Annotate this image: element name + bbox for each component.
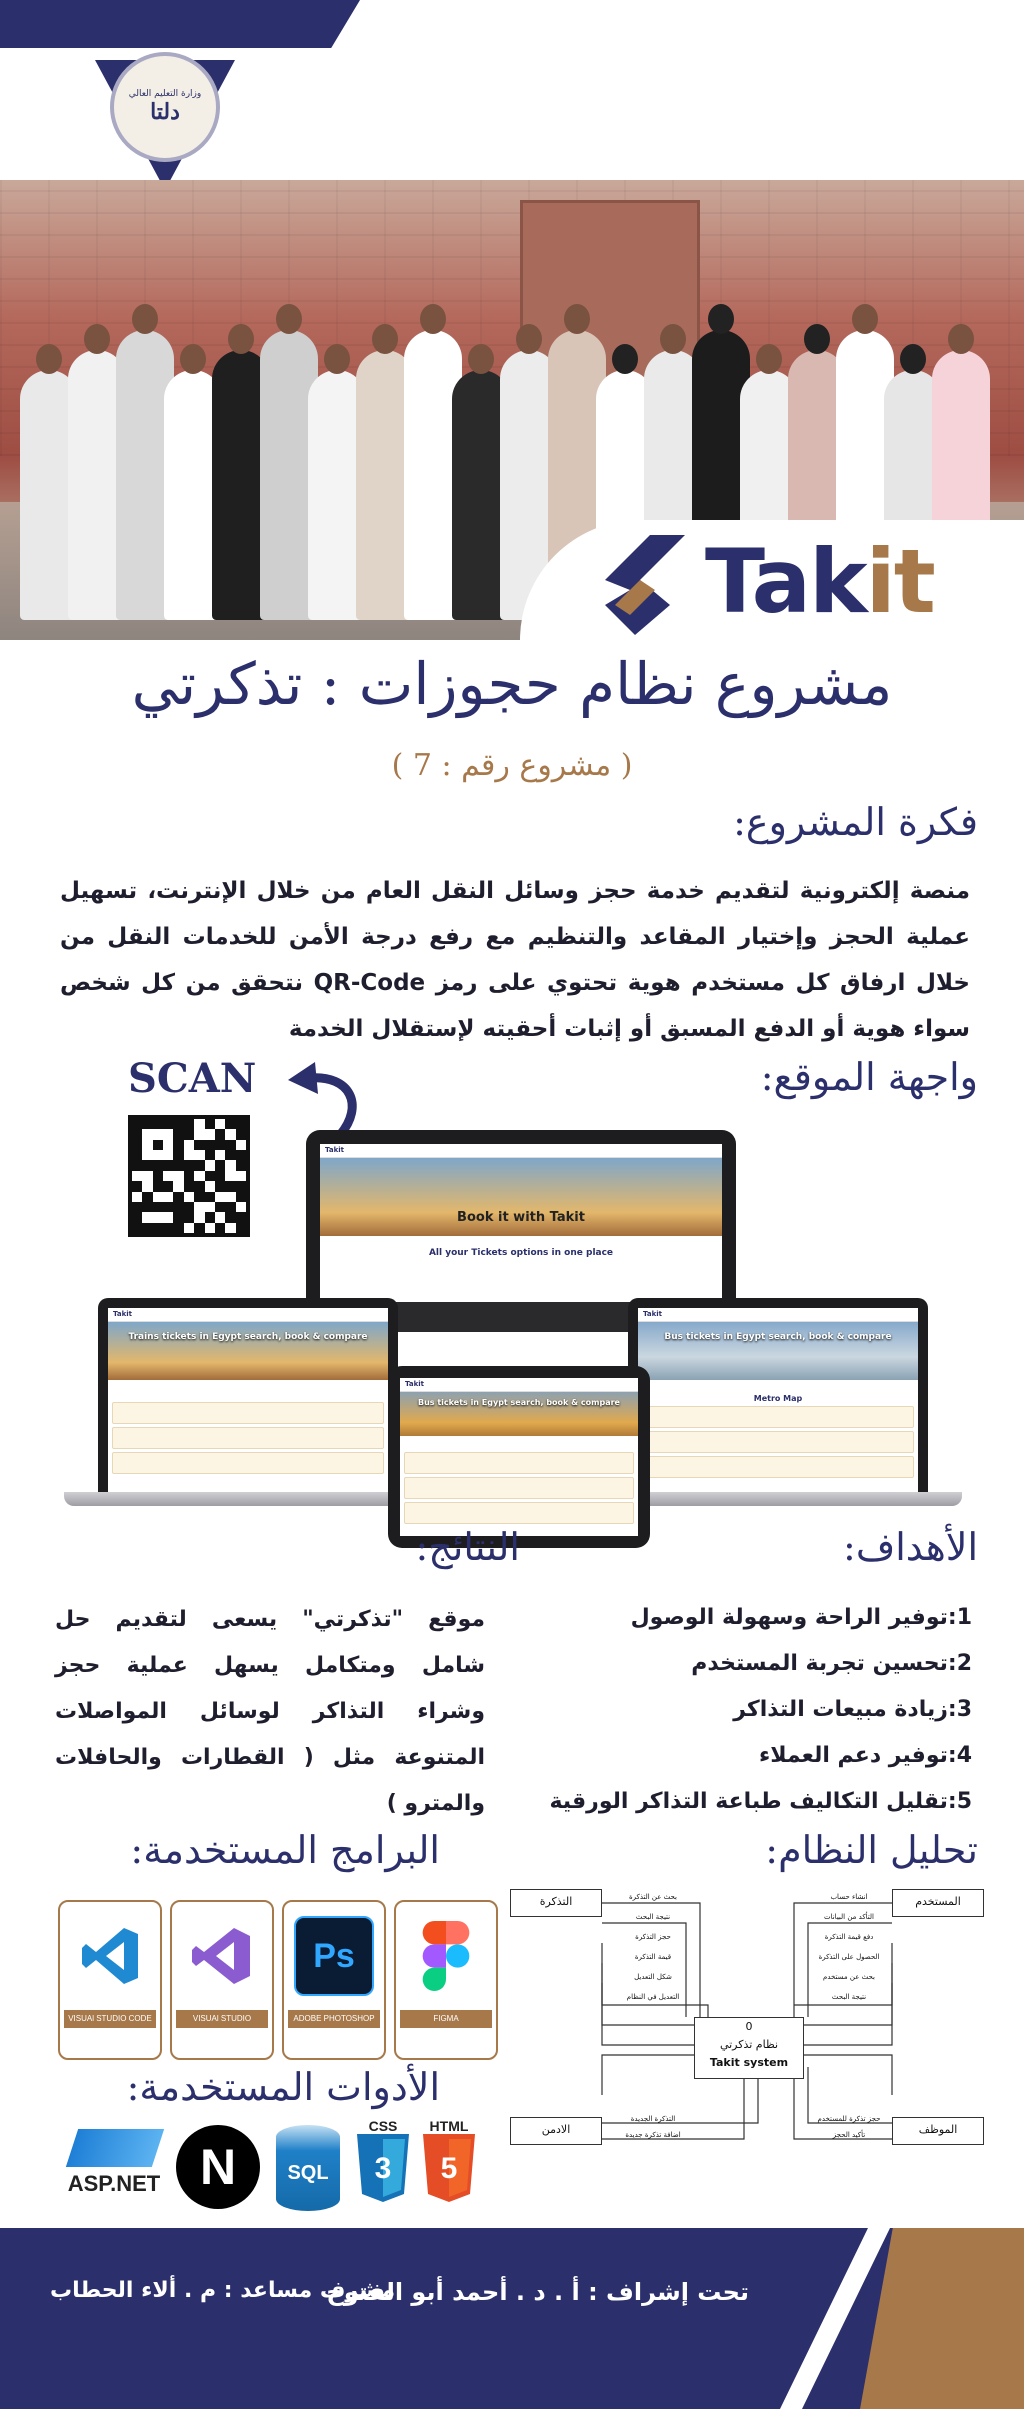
figma-icon xyxy=(406,1916,486,1996)
flow-label: حجز تذكرة للمستخدم xyxy=(817,2115,881,2123)
entity-employee: الموظف xyxy=(892,2117,984,2145)
sql-icon: SQL xyxy=(276,2125,340,2211)
program-card xyxy=(170,1900,274,2060)
context-diagram xyxy=(508,1885,986,2155)
brand-part2: it xyxy=(865,530,934,633)
tools-heading: الأدوات المستخدمة: xyxy=(126,2065,440,2109)
brand-wordmark xyxy=(705,530,934,633)
html5-icon: HTML 5 xyxy=(420,2118,478,2210)
program-label: ADOBE PHOTOSHOP xyxy=(288,2010,380,2028)
flow-label: بحث عن التذكرة xyxy=(628,1893,678,1901)
goal-item: 4:توفير دعم العملاء xyxy=(758,1743,972,1768)
assistant-supervisor: مشرف مساعد : م . ألاء الحطاب xyxy=(50,2278,396,2303)
qr-code[interactable] xyxy=(128,1115,250,1237)
goal-item: 1:توفير الراحة وسهولة الوصول xyxy=(630,1605,972,1630)
process-number: 0 xyxy=(745,2020,753,2033)
goal-item: 3:زيادة مبيعات التذاكر xyxy=(733,1697,972,1722)
photoshop-icon: Ps xyxy=(294,1916,374,1996)
results-heading: النتائج: xyxy=(415,1525,520,1569)
flow-label: التذكرة الجديدة xyxy=(630,2115,676,2123)
flow-label: انشاء حساب xyxy=(830,1893,868,1901)
supervisor: تحت إشراف : أ . د . أحمد أبو الفتوح xyxy=(326,2278,749,2306)
flow-label: اضافة تذكرة جديدة xyxy=(625,2131,681,2139)
program-label: FIGMA xyxy=(400,2010,492,2028)
program-card xyxy=(282,1900,386,2060)
site-heading: واجهة الموقع: xyxy=(760,1055,978,1099)
curved-arrow-icon xyxy=(270,1060,370,1140)
header-band xyxy=(0,0,360,48)
flow-label: التعديل في النظام xyxy=(626,1993,680,2001)
system-process xyxy=(694,2017,804,2079)
monitor-hero-title: Book it with Takit xyxy=(457,1210,585,1225)
system-heading: تحليل النظام: xyxy=(765,1828,978,1872)
program-label: VISUAl STUDIO xyxy=(176,2010,268,2028)
metro-map-label: Metro Map xyxy=(753,1394,803,1403)
institute-logo xyxy=(110,52,220,162)
program-card xyxy=(394,1900,498,2060)
program-label: VISUAl STUDIO CODE xyxy=(64,2010,156,2028)
flow-label: قيمة التذكرة xyxy=(634,1953,672,1961)
flow-label: شكل التعديل xyxy=(634,1973,672,1981)
monitor-hero xyxy=(320,1158,722,1236)
process-name-en: Takit system xyxy=(709,2056,789,2069)
results-text: موقع "تذكرتي" يسعى لتقديم حل شامل ومتكامل يسهل عملية حجز وشراء التذاكر لوسائل المواصلات المتنوعة مثل ( القطارات والحافلات والمترو ) xyxy=(55,1607,485,1816)
entity-ticket: التذكرة xyxy=(510,1889,602,1917)
monitor-screen xyxy=(320,1144,722,1302)
goal-item: 5:تقليل التكاليف طباعة التذاكر الورقية xyxy=(549,1789,972,1814)
tablet-hero: Bus tickets in Egypt search, book & compare xyxy=(418,1398,620,1407)
monitor-tagline: All your Tickets options in one place xyxy=(428,1248,614,1258)
flow-label: نتيجة البحث xyxy=(635,1913,671,1921)
nextjs-icon: N xyxy=(176,2125,260,2209)
laptop-left-hero: Trains tickets in Egypt search, book & compare xyxy=(128,1332,368,1342)
vscode-icon xyxy=(70,1916,150,1996)
programs-heading: البرامج المستخدمة: xyxy=(130,1828,440,1872)
idea-heading: فكرة المشروع: xyxy=(733,800,978,844)
flow-label: حجز التذكرة xyxy=(635,1933,671,1941)
page-title: مشروع نظام حجوزات : تذكرتي xyxy=(131,650,893,718)
logo-name: دلتا xyxy=(150,99,180,125)
flow-label: بحث عن مستخدم xyxy=(823,1973,875,1981)
laptop-right-screen: Takit Bus tickets in Egypt search, book & compare Metro Map xyxy=(638,1308,918,1492)
flow-label: التأكد من البيانات xyxy=(824,1913,874,1921)
flow-label: نتيجة البحث xyxy=(831,1993,867,2001)
visual-studio-icon xyxy=(182,1916,262,1996)
flow-label: تأكيد الحجز xyxy=(832,2131,866,2139)
laptop-right-hero: Bus tickets in Egypt search, book & compare xyxy=(664,1332,892,1342)
idea-text: منصة إلكترونية لتقديم خدمة حجز وسائل النقل العام من خلال الإنترنت، تسهيل عملية الحجز وإختيار المقاعد والتنظيم مع رفع درجة الأمن للخدمات النقل من خلال ارفاق كل مستخدم هوية تحتوي على رمز QR-Code نتحقق من كل شخص سواء هوية أو الدفع المسبق أو إثبات أحقيته لإستقلال الخدمة xyxy=(60,878,970,1042)
logo-ministry: وزارة التعليم العالي xyxy=(128,89,202,99)
entity-user: المستخدم xyxy=(892,1889,984,1917)
monitor-nav xyxy=(320,1144,722,1158)
svg-text:3: 3 xyxy=(374,2152,392,2185)
project-number: ( مشروع رقم : 7 ) xyxy=(391,748,633,783)
tablet-screen: Takit Bus tickets in Egypt search, book & compare xyxy=(400,1378,638,1536)
goals-heading: الأهداف: xyxy=(843,1525,978,1569)
svg-text:5: 5 xyxy=(440,2152,458,2185)
flow-label: الحصول على التذكرة xyxy=(818,1953,880,1961)
program-card xyxy=(58,1900,162,2060)
goals-list xyxy=(502,1595,972,1825)
css3-icon: CSS 3 xyxy=(354,2118,412,2210)
goal-item: 2:تحسين تجربة المستخدم xyxy=(691,1651,972,1676)
process-name-ar: نظام تذكرتي xyxy=(719,2038,779,2051)
brand-part1: Tak xyxy=(705,530,866,633)
monitor-logo: Takit xyxy=(325,1146,344,1154)
scan-label: SCAN xyxy=(128,1055,257,1102)
aspnet-icon: ASP.NET xyxy=(60,2125,168,2205)
laptop-left-screen: Takit Trains tickets in Egypt search, book & compare xyxy=(108,1308,388,1492)
entity-admin: الادمن xyxy=(510,2117,602,2145)
flow-label: دفع قيمة التذكرة xyxy=(824,1933,874,1941)
